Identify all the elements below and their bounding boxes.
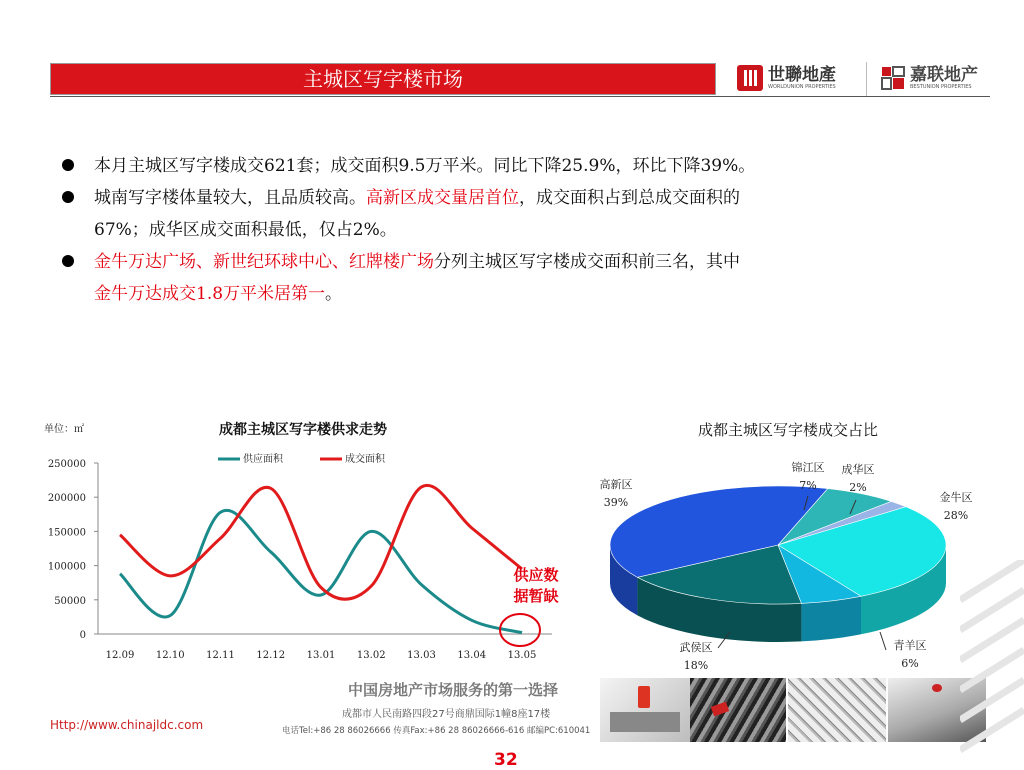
bullet-text: 城南写字楼体量较大，且品质较高。 [94,188,366,208]
bullet-text: 。 [325,284,343,304]
y-tick-label: 50000 [54,595,86,607]
legend [218,452,386,465]
pie-label-name: 锦江区 [791,461,825,474]
bullet-text: 本月主城区写字楼成交621套；成交面积9.5万平米。同比下降25.9%，环比下降39%。 [94,156,756,176]
bestunion-logo-icon [880,65,906,91]
bullet-dot [62,191,74,203]
pie-leader-line [880,632,886,650]
footer-url[interactable]: Http://www.chinajldc.com [50,718,204,732]
footer-photo-2 [690,678,786,742]
bullet-highlight: 金牛万达广场、新世纪环球中心、红牌楼广场 [94,252,434,272]
footer-phone: 电话Tel:+86 28 86026666 传真Fax:+86 28 86026666-616 邮编PC:610041 [282,726,591,736]
title-bar [50,63,716,95]
page-number: 32 [494,750,518,770]
pie-label-name: 金牛区 [939,491,973,504]
bullet-highlight: 高新区成交量居首位 [366,188,519,208]
bestunion-logo-name: 嘉联地产 [910,65,978,85]
series-line-supply [120,510,522,632]
y-tick-label: 250000 [47,459,86,470]
bullet-text: 67%；成华区成交面积最低，仅占2%。 [94,220,397,240]
footer-photo-1 [600,678,690,742]
x-tick-label: 13.01 [306,650,336,661]
y-tick-label: 0 [79,630,86,641]
annotation-line2: 据暂缺 [513,587,559,605]
y-tick-label: 200000 [47,493,86,505]
line-chart-title: 成都主城区写字楼供求走势 [219,422,387,438]
pie-label-name: 武侯区 [679,641,713,654]
bullet-text: 分列主城区写字楼成交面积前三名，其中 [434,252,740,272]
bullet-dot [62,159,74,171]
worldunion-logo-name: 世聯地產 [768,65,836,85]
bullet-item [62,246,972,310]
logo-divider [866,62,867,96]
y-tick-label: 150000 [47,527,86,539]
legend-label-supply: 供应面积 [243,454,283,465]
pie-label-name: 青羊区 [893,639,927,652]
worldunion-logo-icon [736,64,764,92]
worldunion-logo [736,56,856,100]
x-tick-label: 12.11 [206,650,235,661]
bullet-highlight: 金牛万达成交1.8万平米居第一 [94,284,326,304]
pie-label-value: 7% [799,479,817,492]
bestunion-logo-sub: BESTUNION PROPERTIES [910,84,972,90]
bullet-list [62,150,972,310]
footer-photo-3 [788,678,886,742]
annotation-line1: 供应数 [513,566,559,584]
bullet-item [62,182,972,246]
district-share-pie-chart [580,410,1000,680]
pie-slices [610,486,946,604]
bestunion-logo [880,56,1000,100]
pie-label-name: 高新区 [599,478,633,491]
bullet-item [62,150,972,182]
x-ticks [106,650,537,661]
footer-address: 成都市人民南路四段27号商鼎国际1幢8座17楼 [342,709,551,720]
unit-label: 单位：㎡ [44,424,84,435]
x-tick-label: 13.03 [407,650,436,661]
pie-label-value: 6% [901,657,919,670]
x-tick-label: 12.12 [256,650,286,661]
page-title: 主城区写字楼市场 [303,67,463,91]
x-tick-label: 13.02 [356,650,386,661]
supply-demand-line-chart [40,410,560,670]
pie-label-value: 28% [943,509,969,522]
x-tick-label: 13.04 [457,650,487,661]
x-tick-label: 12.10 [155,650,185,661]
y-tick-label: 100000 [47,561,86,573]
pie-label-name: 成华区 [841,463,875,476]
pie-label-value: 18% [683,659,709,672]
decorative-stripes [960,560,1024,768]
pie-label-value: 39% [603,496,629,509]
y-ticks [48,459,98,641]
footer-slogan: 中国房地产市场服务的第一选择 [348,681,559,699]
pie-chart-title: 成都主城区写字楼成交占比 [697,421,879,439]
worldunion-logo-sub: WORLDUNION PROPERTIES [768,84,836,90]
legend-label-deal: 成交面积 [345,454,385,465]
x-tick-label: 12.09 [105,650,135,661]
series-lines [120,485,522,632]
x-tick-label: 13.05 [507,650,537,661]
series-line-deal [120,485,522,599]
pie-label-value: 2% [849,481,867,494]
bullet-text: ，成交面积占到总成交面积的 [519,188,740,208]
bullet-dot [62,255,74,267]
